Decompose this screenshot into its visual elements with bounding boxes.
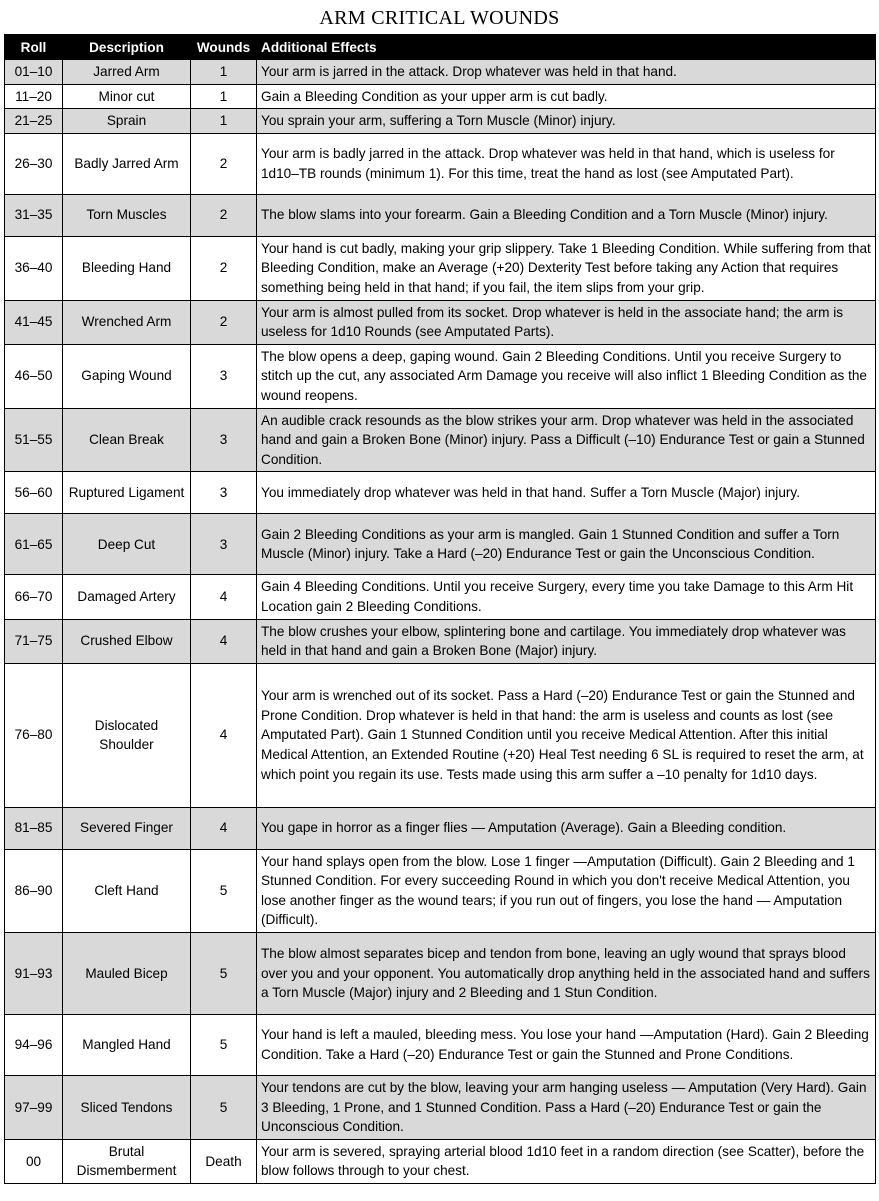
cell-description: Mauled Bicep [63,933,191,1015]
header-wounds: Wounds [191,35,257,60]
cell-roll: 86–90 [5,849,63,932]
table-row [5,472,876,514]
cell-wounds: 4 [191,807,257,849]
cell-wounds: 5 [191,849,257,932]
table-row [5,1139,876,1183]
cell-effects: Your arm is badly jarred in the attack. Drop whatever was held in that hand, which is useless for 1d10–TB rounds (minimum 1). For this time, treat the hand as lost (see Amputated Part). [257,133,876,194]
table-row [5,84,876,109]
cell-description: Dislocated Shoulder [63,663,191,807]
cell-effects: Your tendons are cut by the blow, leaving your arm hanging useless — Amputation (Very Hard). Gain 3 Bleeding, 1 Prone, and 1 Stunned Condition. Pass a Hard (–20) Endurance Test or gain the Unconscious Condition. [257,1076,876,1140]
cell-roll: 97–99 [5,1076,63,1140]
cell-effects: Your hand is cut badly, making your grip slippery. Take 1 Bleeding Condition. While suffering from that Bleeding Condition, make an Average (+20) Dexterity Test before taking any Action that requires something being held in that hand; if you fail, the item slips from your grip. [257,236,876,300]
cell-description: Wrenched Arm [63,300,191,344]
cell-roll: 41–45 [5,300,63,344]
cell-effects: The blow crushes your elbow, splintering bone and cartilage. You immediately drop whatever was held in that hand and gain a Broken Bone (Major) injury. [257,619,876,663]
cell-wounds: 3 [191,408,257,472]
cell-wounds: 5 [191,933,257,1015]
cell-wounds: 4 [191,663,257,807]
cell-roll: 71–75 [5,619,63,663]
cell-description: Ruptured Ligament [63,472,191,514]
cell-roll: 31–35 [5,194,63,236]
cell-effects: Your arm is jarred in the attack. Drop whatever was held in that hand. [257,60,876,85]
cell-roll: 01–10 [5,60,63,85]
table-row [5,1076,876,1140]
header-effects: Additional Effects [257,35,876,60]
cell-wounds: 3 [191,514,257,575]
cell-roll: 36–40 [5,236,63,300]
cell-roll: 11–20 [5,84,63,109]
header-description: Description [63,35,191,60]
table-row [5,514,876,575]
table-row [5,236,876,300]
cell-wounds: Death [191,1139,257,1183]
cell-roll: 51–55 [5,408,63,472]
table-row [5,194,876,236]
table-row [5,408,876,472]
cell-effects: An audible crack resounds as the blow strikes your arm. Drop whatever was held in the associated hand and gain a Broken Bone (Minor) injury. Pass a Difficult (–10) Endurance Test or gain a Stunned Condition. [257,408,876,472]
cell-wounds: 5 [191,1076,257,1140]
cell-description: Badly Jarred Arm [63,133,191,194]
cell-roll: 81–85 [5,807,63,849]
table-row [5,663,876,807]
cell-roll: 21–25 [5,109,63,134]
cell-roll: 26–30 [5,133,63,194]
cell-effects: Gain a Bleeding Condition as your upper arm is cut badly. [257,84,876,109]
cell-effects: You gape in horror as a finger flies — Amputation (Average). Gain a Bleeding condition. [257,807,876,849]
cell-roll: 76–80 [5,663,63,807]
table-row [5,575,876,619]
cell-wounds: 3 [191,344,257,408]
critical-wounds-table [4,34,876,1184]
cell-effects: The blow opens a deep, gaping wound. Gain 2 Bleeding Conditions. Until you receive Surgery to stitch up the cut, any associated Arm Damage you receive will also inflict 1 Bleeding Condition as the wound reopens. [257,344,876,408]
cell-roll: 46–50 [5,344,63,408]
cell-description: Sprain [63,109,191,134]
cell-roll: 61–65 [5,514,63,575]
cell-effects: Your hand is left a mauled, bleeding mess. You lose your hand —Amputation (Hard). Gain 2 Bleeding Condition. Take a Hard (–20) Endurance Test or gain the Stunned and Prone Conditions. [257,1015,876,1076]
table-header-row [5,35,876,60]
cell-effects: Your arm is severed, spraying arterial blood 1d10 feet in a random direction (see Scatter), before the blow follows through to your chest. [257,1139,876,1183]
cell-wounds: 1 [191,60,257,85]
cell-description: Deep Cut [63,514,191,575]
cell-wounds: 2 [191,236,257,300]
cell-wounds: 2 [191,133,257,194]
cell-roll: 56–60 [5,472,63,514]
cell-description: Mangled Hand [63,1015,191,1076]
cell-description: Severed Finger [63,807,191,849]
table-row [5,1015,876,1076]
cell-description: Torn Muscles [63,194,191,236]
table-row [5,109,876,134]
cell-roll: 94–96 [5,1015,63,1076]
cell-description: Bleeding Hand [63,236,191,300]
cell-wounds: 1 [191,109,257,134]
cell-description: Jarred Arm [63,60,191,85]
cell-description: Damaged Artery [63,575,191,619]
cell-wounds: 3 [191,472,257,514]
cell-effects: The blow almost separates bicep and tendon from bone, leaving an ugly wound that sprays blood over you and your opponent. You automatically drop anything held in the associated hand and suffers a Torn Muscle (Major) injury and 2 Bleeding and 1 Stun Condition. [257,933,876,1015]
table-row [5,300,876,344]
cell-roll: 91–93 [5,933,63,1015]
cell-wounds: 1 [191,84,257,109]
cell-effects: You immediately drop whatever was held in that hand. Suffer a Torn Muscle (Major) injury. [257,472,876,514]
cell-description: Crushed Elbow [63,619,191,663]
cell-wounds: 4 [191,575,257,619]
table-row [5,344,876,408]
cell-roll: 66–70 [5,575,63,619]
cell-effects: Gain 4 Bleeding Conditions. Until you receive Surgery, every time you take Damage to this Arm Hit Location gain 2 Bleeding Conditions. [257,575,876,619]
cell-wounds: 4 [191,619,257,663]
page-title: ARM CRITICAL WOUNDS [319,7,560,29]
cell-description: Brutal Dismemberment [63,1139,191,1183]
cell-wounds: 2 [191,300,257,344]
cell-effects: You sprain your arm, suffering a Torn Muscle (Minor) injury. [257,109,876,134]
cell-description: Minor cut [63,84,191,109]
cell-description: Sliced Tendons [63,1076,191,1140]
table-row [5,619,876,663]
cell-effects: Gain 2 Bleeding Conditions as your arm is mangled. Gain 1 Stunned Condition and suffer a Torn Muscle (Minor) injury. Take a Hard (–20) Endurance Test or gain the Unconscious Condition. [257,514,876,575]
table-row [5,849,876,932]
table-row [5,807,876,849]
header-roll: Roll [5,35,63,60]
cell-wounds: 5 [191,1015,257,1076]
cell-wounds: 2 [191,194,257,236]
table-row [5,133,876,194]
cell-roll: 00 [5,1139,63,1183]
cell-description: Gaping Wound [63,344,191,408]
cell-effects: Your arm is almost pulled from its socket. Drop whatever is held in the associate hand; the arm is useless for 1d10 Rounds (see Amputated Parts). [257,300,876,344]
table-row [5,60,876,85]
cell-effects: The blow slams into your forearm. Gain a Bleeding Condition and a Torn Muscle (Minor) injury. [257,194,876,236]
cell-effects: Your hand splays open from the blow. Lose 1 finger —Amputation (Difficult). Gain 2 Bleeding and 1 Stunned Condition. For every succeeding Round in which you don't receive Medical Attention, you lose another finger as the wound tears; if you run out of fingers, you lose the hand — Amputation (Difficult). [257,849,876,932]
table-row [5,933,876,1015]
cell-effects: Your arm is wrenched out of its socket. Pass a Hard (–20) Endurance Test or gain the Stunned and Prone Condition. Drop whatever is held in that hand: the arm is useless and counts as lost (see Amputated Part). Gain 1 Stunned Condition until you receive Medical Attention. After this initial Medical Attention, an Extended Routine (+20) Heal Test needing 6 SL is required to reset the arm, at which point you regain its use. Tests made using this arm suffer a –10 penalty for 1d10 days. [257,663,876,807]
cell-description: Cleft Hand [63,849,191,932]
cell-description: Clean Break [63,408,191,472]
